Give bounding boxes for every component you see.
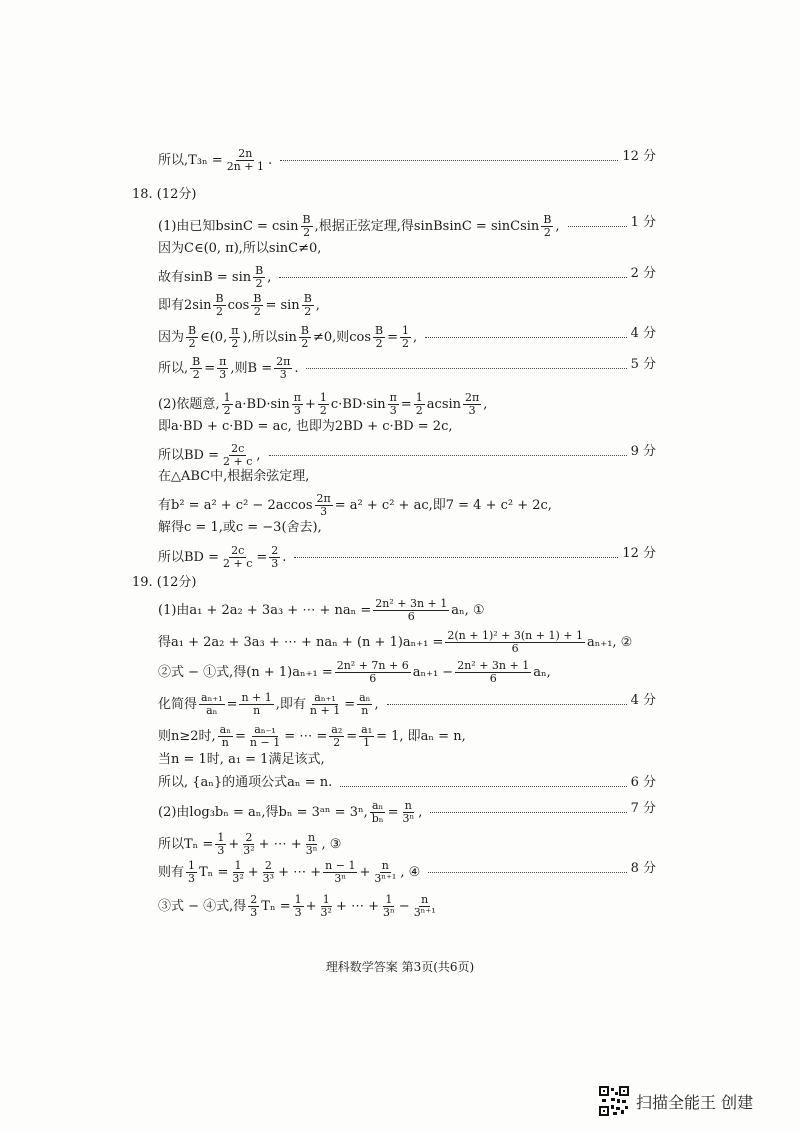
fraction-numerator: n	[308, 831, 316, 844]
line-text: 18. (12分)	[132, 187, 197, 202]
fraction-denominator: bₙ	[371, 812, 384, 825]
dotted-leader	[306, 368, 626, 369]
fraction-denominator: aₙ	[206, 704, 218, 717]
line-text: =	[346, 729, 358, 744]
line-text: 所以, {aₙ}的通项公式aₙ = n.	[158, 775, 333, 790]
fraction-denominator: 3	[217, 844, 225, 857]
fraction	[400, 325, 411, 350]
line-text: 在△ABC中,根据余弦定理,	[158, 469, 310, 484]
fraction	[308, 692, 342, 717]
fraction	[388, 392, 399, 417]
dotted-leader	[294, 557, 618, 558]
line-text: ,即有	[275, 697, 306, 712]
score-label: 7 分	[630, 801, 656, 816]
fraction-numerator: B	[300, 324, 309, 337]
solution-line	[132, 574, 197, 592]
line-text: +	[305, 397, 316, 412]
line-text: ,	[315, 298, 320, 313]
fraction-numerator: a₂	[331, 723, 343, 736]
fraction-denominator: 2	[223, 404, 231, 417]
line-text: , ④	[400, 865, 421, 880]
line-text: = a² + c² + ac,即7 = 4 + c² + 2c,	[334, 498, 552, 513]
fraction-numerator: 1	[319, 391, 327, 404]
line-text: 即a·BD + c·BD = ac, 也即为2BD + c·BD = 2c,	[158, 419, 453, 434]
fraction-denominator: 2 + c	[223, 455, 253, 468]
fraction	[269, 545, 280, 570]
fraction	[186, 860, 197, 885]
solution-line	[158, 293, 320, 318]
line-text: 因为	[158, 330, 185, 345]
dotted-leader	[428, 872, 626, 873]
fraction-numerator: 2π	[316, 492, 331, 505]
line-text: Tₙ =	[199, 865, 229, 880]
fraction	[302, 293, 314, 318]
fraction-numerator: 1	[234, 859, 242, 872]
fraction-numerator: n	[421, 893, 429, 906]
line-text: cos	[227, 298, 250, 313]
line-text: ,则B =	[230, 361, 273, 376]
fraction-denominator: 3ⁿ	[305, 844, 318, 857]
solution-line	[158, 214, 560, 239]
fraction	[239, 692, 273, 717]
line-text: 得a₁ + 2a₂ + 3a₃ + ⋯ + naₙ + (n + 1)aₙ₊₁ =	[158, 635, 444, 650]
solution-line	[158, 692, 379, 717]
fraction-numerator: B	[302, 213, 311, 226]
fraction-denominator: 2	[301, 337, 309, 350]
line-text: ,	[256, 448, 261, 463]
fraction-numerator: aₙ₊₁	[314, 691, 336, 704]
fraction	[455, 660, 531, 685]
line-text: =	[387, 805, 399, 820]
line-text: ),所以sin	[242, 330, 297, 345]
solution-line	[158, 832, 341, 857]
fraction-numerator: 2	[245, 831, 253, 844]
fraction-numerator: π	[293, 391, 301, 404]
line-text: +	[305, 899, 317, 914]
line-text: 因为C∈(0, π),所以sinC≠0,	[158, 241, 322, 256]
fraction-numerator: π	[231, 324, 239, 337]
fraction	[213, 293, 225, 318]
fraction-numerator: 2π	[276, 355, 291, 368]
solution-line	[158, 774, 332, 792]
score-label: 4 分	[630, 693, 656, 708]
fraction	[541, 214, 553, 239]
line-text: aₙ,	[533, 665, 551, 680]
line-text: (2)依题意,	[158, 397, 220, 412]
fraction-numerator: aₙ₋₁	[254, 723, 276, 736]
fraction	[299, 325, 311, 350]
fraction	[274, 356, 292, 381]
dotted-leader	[340, 786, 626, 787]
solution-line	[158, 240, 321, 258]
fraction-denominator: 3	[468, 404, 476, 417]
solution-line	[158, 493, 552, 518]
fraction-numerator: B	[303, 292, 312, 305]
line-text: Tₙ =	[261, 899, 291, 914]
fraction	[400, 800, 416, 825]
line-text: 化简得	[158, 697, 198, 712]
fraction-denominator: 3	[320, 505, 328, 518]
solution-line	[158, 751, 325, 769]
dotted-leader	[430, 812, 626, 813]
score-label: 2 分	[630, 266, 656, 281]
line-text: aₙ₊₁, ②	[586, 635, 633, 650]
line-text: 所以,T	[158, 153, 197, 168]
fraction	[335, 660, 411, 685]
line-text: aₙ, ①	[451, 603, 485, 618]
fraction	[463, 392, 481, 417]
fraction	[372, 860, 398, 885]
fraction-denominator: 2	[231, 337, 239, 350]
fraction	[373, 598, 449, 623]
solution-line	[158, 630, 632, 655]
fraction-denominator: 3³	[262, 872, 275, 885]
line-text: 所以Tₙ =	[158, 837, 214, 852]
fraction-denominator: n	[253, 704, 261, 717]
fraction	[319, 894, 334, 919]
fraction-numerator: n + 1	[241, 691, 272, 704]
line-text: 则有	[158, 865, 185, 880]
line-text: ,	[413, 330, 418, 345]
solution-line	[158, 468, 309, 486]
fraction-denominator: 3ⁿ	[402, 812, 415, 825]
fraction-denominator: 6	[511, 642, 519, 655]
line-text: ②式 − ①式,得(n + 1)aₙ₊₁ =	[158, 665, 333, 680]
line-text: 所以BD =	[158, 448, 220, 463]
fraction-numerator: π	[219, 355, 227, 368]
fraction-numerator: 1	[385, 893, 393, 906]
solution-line	[158, 392, 487, 417]
fraction	[199, 692, 225, 717]
score-label: 1 分	[630, 215, 656, 230]
fraction-denominator: 3	[271, 557, 279, 570]
solution-line	[158, 356, 298, 381]
line-text: + ⋯ +	[258, 837, 302, 852]
fraction-denominator: 2	[375, 337, 383, 350]
fraction-numerator: B	[543, 213, 552, 226]
fraction-numerator: 2n	[238, 147, 253, 160]
line-text: ③式 − ④式,得	[158, 899, 247, 914]
fraction-denominator: 3²	[320, 906, 332, 919]
line-text: .	[294, 361, 299, 376]
line-text: +	[359, 865, 371, 880]
fraction	[323, 860, 357, 885]
fraction-numerator: π	[389, 391, 397, 404]
line-text: (2)由log₃bₙ = aₙ,得bₙ = 3ᵃⁿ = 3ⁿ,	[158, 805, 368, 820]
fraction-numerator: 1	[294, 893, 302, 906]
fraction	[248, 894, 259, 919]
fraction-denominator: 2	[333, 736, 341, 749]
fraction-denominator: 2n + 1	[226, 160, 264, 173]
dotted-leader	[387, 704, 627, 705]
fraction-numerator: 1	[415, 391, 423, 404]
fraction	[304, 832, 320, 857]
fraction-denominator: 2	[188, 337, 196, 350]
fraction-denominator: 3	[279, 368, 287, 381]
fraction	[241, 832, 256, 857]
fraction-numerator: B	[215, 292, 224, 305]
line-text: 则n≥2时,	[158, 729, 216, 744]
score-label: 12 分	[622, 546, 656, 561]
fraction-denominator: 2	[415, 404, 423, 417]
solution-line	[158, 325, 417, 350]
line-text: +	[228, 837, 240, 852]
fraction	[251, 293, 263, 318]
fraction-numerator: 2	[264, 859, 272, 872]
fraction	[359, 724, 374, 749]
line-text: ,	[374, 697, 379, 712]
line-text: ∈(0,	[200, 330, 228, 345]
fraction-numerator: aₙ	[219, 723, 231, 736]
solution-line	[158, 265, 271, 290]
fraction	[357, 692, 372, 717]
fraction-numerator: a₁	[361, 723, 373, 736]
fraction-denominator: 3	[219, 368, 227, 381]
fraction-numerator: 2c	[231, 544, 245, 557]
fraction	[412, 894, 438, 919]
line-text: = 1, 即aₙ = n,	[376, 729, 466, 744]
fraction-numerator: B	[188, 324, 197, 337]
line-text: = sin	[265, 298, 300, 313]
line-text: −	[398, 899, 410, 914]
fraction	[248, 724, 282, 749]
fraction-denominator: 2	[303, 226, 311, 239]
solution-line	[158, 443, 261, 468]
fraction	[229, 325, 240, 350]
dotted-leader	[568, 226, 627, 227]
line-text: ≠0,则cos	[312, 330, 372, 345]
fraction-numerator: 2c	[231, 442, 245, 455]
fraction-numerator: aₙ	[371, 799, 384, 812]
line-text: 即有2sin	[158, 298, 212, 313]
fraction-numerator: 2n² + 7n + 6	[336, 659, 409, 672]
fraction-denominator: 2	[255, 277, 263, 290]
line-text: (1)由a₁ + 2a₂ + 3a₃ + ⋯ + naₙ =	[158, 603, 372, 618]
line-text: +	[247, 865, 259, 880]
score-label: 4 分	[630, 326, 656, 341]
fraction-numerator: 2n² + 3n + 1	[375, 597, 448, 610]
line-text: = ⋯ =	[284, 729, 328, 744]
fraction-denominator: 3	[293, 404, 301, 417]
solution-line	[158, 545, 286, 570]
fraction	[373, 325, 385, 350]
score-label: 9 分	[630, 444, 656, 459]
score-label: 5 分	[630, 357, 656, 372]
score-label: 8 分	[630, 861, 656, 876]
fraction	[261, 860, 276, 885]
fraction-numerator: 2	[271, 544, 279, 557]
fraction	[186, 325, 198, 350]
line-text: ,	[483, 397, 488, 412]
fraction-denominator: 2	[216, 305, 224, 318]
line-text: 当n = 1时, a₁ = 1满足该式,	[158, 752, 325, 767]
fraction-numerator: n − 1	[325, 859, 356, 872]
fraction-numerator: 2n² + 3n + 1	[457, 659, 530, 672]
fraction	[222, 392, 233, 417]
line-text: aₙ₊₁ −	[412, 665, 454, 680]
fraction-numerator: B	[255, 264, 264, 277]
fraction-denominator: 3	[389, 404, 397, 417]
fraction	[218, 724, 233, 749]
solution-line	[132, 186, 197, 204]
solution-line	[158, 598, 485, 623]
fraction-numerator: 1	[402, 324, 410, 337]
fraction-numerator: aₙ₊₁	[201, 691, 223, 704]
line-text: =	[256, 550, 268, 565]
line-text: + ⋯ +	[278, 865, 322, 880]
brand-watermark: 扫描全能王 创建	[636, 1093, 754, 1112]
score-label: 12 分	[622, 149, 656, 164]
line-text: , ③	[321, 837, 342, 852]
fraction-numerator: B	[192, 355, 201, 368]
fraction	[230, 860, 245, 885]
fraction	[329, 724, 344, 749]
fraction-denominator: 3²	[232, 872, 244, 885]
fraction-numerator: 2π	[465, 391, 480, 404]
fraction-denominator: 3	[294, 906, 302, 919]
fraction-numerator: 1	[217, 831, 225, 844]
fraction-denominator: 2	[192, 368, 200, 381]
fraction	[217, 356, 228, 381]
fraction-denominator: 2	[543, 226, 551, 239]
line-text: =	[400, 397, 412, 412]
fraction-denominator: 3	[188, 872, 196, 885]
fraction	[370, 800, 386, 825]
fraction-denominator: 3ⁿ⁺¹	[374, 872, 397, 885]
solution-line	[158, 724, 466, 749]
fraction	[221, 443, 254, 468]
line-text: 19. (12分)	[132, 575, 197, 590]
fraction	[381, 894, 397, 919]
solution-line	[158, 894, 440, 919]
fraction-numerator: 2(n + 1)² + 3(n + 1) + 1	[447, 629, 583, 642]
fraction-denominator: 3ⁿ	[334, 872, 347, 885]
fraction-denominator: 1	[363, 736, 371, 749]
solution-line	[158, 148, 272, 173]
score-label: 6 分	[630, 775, 656, 790]
line-text: (1)由已知bsinC = csin	[158, 219, 299, 234]
line-text: .	[267, 153, 273, 168]
fraction	[301, 214, 313, 239]
fraction	[221, 545, 254, 570]
line-text: 所以,	[158, 361, 189, 376]
fraction-denominator: 3ⁿ	[383, 906, 395, 919]
fraction-denominator: 2	[402, 337, 410, 350]
line-text: ,根据正弦定理,得sinBsinC = sinCsin	[314, 219, 540, 234]
fraction-denominator: 6	[407, 610, 415, 623]
fraction	[293, 894, 304, 919]
fraction-denominator: 6	[489, 672, 497, 685]
fraction-numerator: n	[381, 859, 389, 872]
fraction-denominator: 2	[319, 404, 327, 417]
fraction	[253, 265, 265, 290]
fraction	[414, 392, 425, 417]
dotted-leader	[279, 277, 626, 278]
line-text: 有b² = a² + c² − 2accos	[158, 498, 313, 513]
solution-line	[158, 660, 551, 685]
line-text: 所以BD =	[158, 550, 220, 565]
line-text: c·BD·sin	[330, 397, 386, 412]
fraction-denominator: 3²	[243, 844, 255, 857]
qr-code-icon	[599, 1086, 629, 1116]
line-text: =	[344, 697, 356, 712]
line-text: ,	[418, 805, 423, 820]
line-text: a·BD·sin	[234, 397, 290, 412]
solution-line	[158, 418, 453, 436]
fraction	[292, 392, 303, 417]
fraction-denominator: n	[361, 704, 369, 717]
fraction-numerator: B	[375, 324, 384, 337]
fraction	[215, 832, 226, 857]
line-text: acsin	[426, 397, 462, 412]
fraction-numerator: 1	[188, 859, 196, 872]
line-text: =	[235, 729, 246, 744]
line-text: =	[226, 697, 238, 712]
fraction-denominator: 2 + c	[223, 557, 253, 570]
dotted-leader	[280, 160, 618, 161]
fraction	[315, 493, 333, 518]
fraction	[190, 356, 202, 381]
fraction-denominator: 3	[250, 906, 258, 919]
fraction-numerator: 1	[322, 893, 330, 906]
solution-line	[158, 800, 422, 825]
fraction-denominator: n	[221, 736, 229, 749]
fraction	[318, 392, 329, 417]
fraction	[225, 148, 266, 173]
solution-line	[158, 519, 322, 537]
fraction-numerator: 1	[223, 391, 231, 404]
fraction-denominator: n − 1	[249, 736, 281, 749]
page-footer: 理科数学答案 第3页(共6页)	[325, 960, 475, 974]
fraction-denominator: 3ⁿ⁺¹	[413, 906, 436, 919]
line-text: .	[282, 550, 287, 565]
fraction-denominator: 2	[253, 305, 261, 318]
line-text: =	[204, 361, 216, 376]
fraction-denominator: n + 1	[309, 704, 341, 717]
line-text: ₃ₙ =	[196, 153, 223, 168]
solution-line	[158, 860, 420, 885]
line-text: 解得c = 1,或c = −3(舍去),	[158, 520, 322, 535]
fraction	[445, 630, 585, 655]
line-text: ,	[267, 270, 272, 285]
line-text: 故有sinB = sin	[158, 270, 252, 285]
line-text: ,	[555, 219, 560, 234]
fraction-numerator: n	[404, 799, 412, 812]
line-text: =	[387, 330, 399, 345]
line-text: + ⋯ +	[335, 899, 380, 914]
fraction-numerator: aₙ	[359, 691, 371, 704]
fraction-numerator: 2	[250, 893, 258, 906]
dotted-leader	[425, 337, 626, 338]
fraction-denominator: 2	[304, 305, 312, 318]
fraction-numerator: B	[253, 292, 262, 305]
dotted-leader	[269, 455, 627, 456]
fraction-denominator: 6	[369, 672, 377, 685]
